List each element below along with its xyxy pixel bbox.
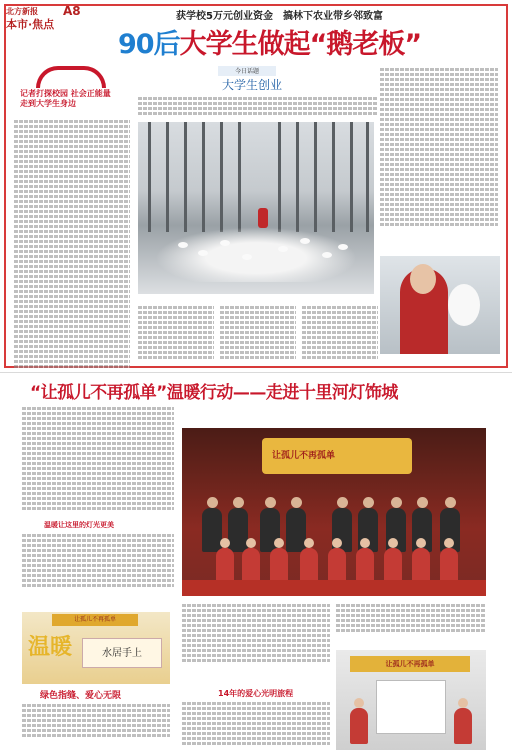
body-text-block — [14, 120, 130, 368]
small-banner: 让孤儿不再孤单 — [52, 614, 138, 626]
bottom-title-tail: ——走进十里河灯饰城 — [232, 383, 398, 403]
badge-line1: 记者打探校园 社会正能量 — [20, 89, 111, 98]
warmth-logo: 温暖 — [28, 635, 73, 660]
bottom-title-main: “让孤儿不再孤单”温暖行动 — [30, 383, 233, 403]
white-goose — [448, 284, 480, 326]
badge-logo-icon — [36, 66, 106, 88]
painting-board — [376, 680, 446, 734]
stage-floor — [182, 580, 486, 596]
column-badge — [16, 66, 122, 110]
calligraphy-photo — [22, 612, 170, 684]
bottom-left-text-3 — [22, 702, 170, 739]
section-name: 本市·焦点 — [6, 18, 55, 31]
bottom-left-text-2 — [22, 532, 174, 589]
lead-text-block — [138, 95, 378, 117]
bottom-center-text-2 — [182, 700, 330, 747]
section-divider — [0, 372, 512, 373]
right-text-column — [380, 66, 498, 228]
badge-line2: 走到大学生身边 — [20, 99, 76, 108]
bottom-center-text — [182, 602, 330, 664]
main-photo-goose-farm — [138, 122, 374, 294]
bottom-left-text — [22, 405, 174, 512]
page-number: A8 — [63, 4, 81, 18]
children-painting-photo — [336, 650, 486, 750]
bottom-article-title — [30, 378, 398, 403]
event-banner — [262, 438, 412, 474]
geese-flock — [138, 222, 374, 282]
bottom-subhead-3: 14年的爱心光明旅程 — [218, 689, 294, 698]
calligraphy-scroll: 水居手上 — [82, 638, 162, 668]
below-photo-columns — [138, 304, 378, 361]
bottom-subhead-1: 温暖让这里的灯光更美 — [44, 521, 114, 529]
portrait-photo-with-goose — [380, 256, 500, 354]
article-headline — [118, 22, 421, 61]
farmer-figure — [258, 208, 268, 228]
student-face — [410, 264, 436, 294]
paper-name: 北方新报 — [6, 7, 38, 16]
right-photo-banner: 让孤儿不再孤单 — [350, 656, 470, 672]
event-banner-text: 让孤儿不再孤单 — [272, 451, 336, 461]
column-title: 大学生创业 — [222, 78, 283, 92]
event-group-photo — [182, 428, 486, 596]
column-tag: 今日话题 — [218, 66, 276, 76]
left-text-column — [14, 118, 130, 370]
bottom-right-text — [336, 602, 486, 634]
article-kicker: 获学校5万元创业资金 搞林下农业带乡邻致富 — [176, 11, 383, 22]
headline-text: 大学生做起“鹅老板” — [179, 29, 422, 60]
bottom-subhead-2: 绿色指缝、爱心无限 — [40, 691, 122, 701]
headline-number: 90后 — [118, 29, 180, 60]
